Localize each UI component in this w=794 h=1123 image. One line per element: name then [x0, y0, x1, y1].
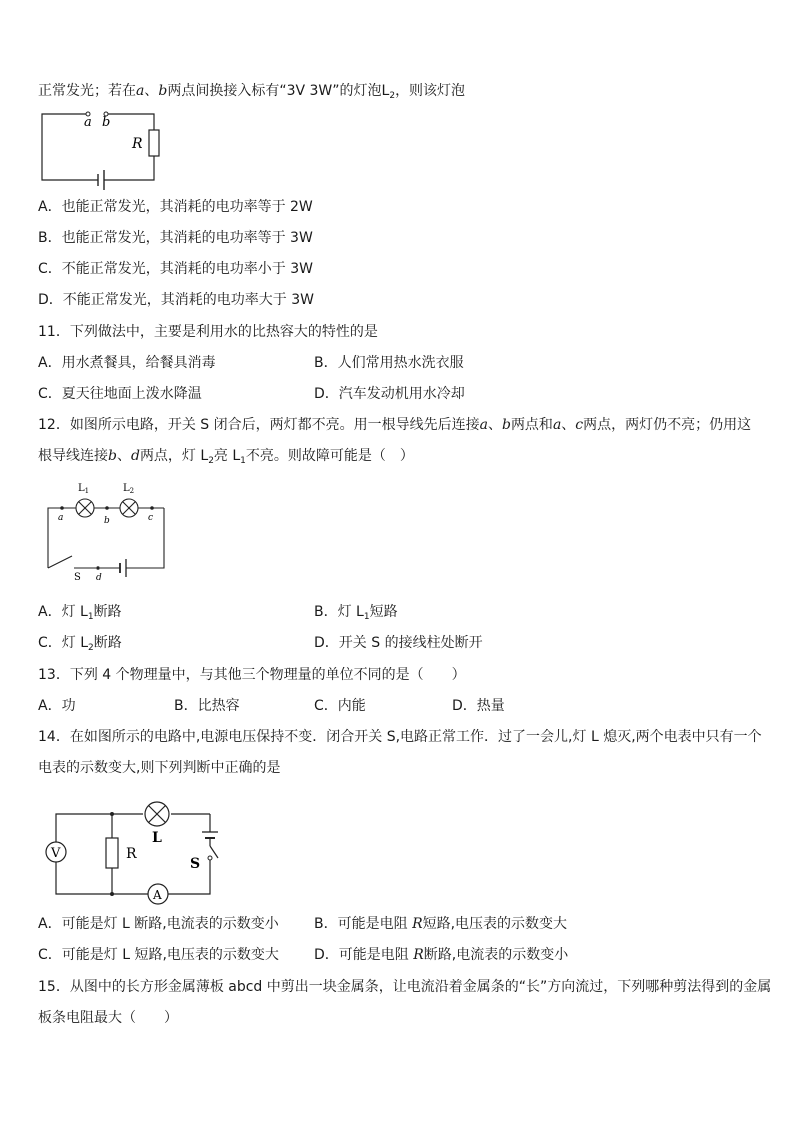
q14-fig-label-s: S	[190, 856, 201, 872]
q10-fig-label-a: a	[84, 115, 92, 130]
q12-stem-line2: 根导线连接b、d两点，灯 $L_2$亮 $L_1$不亮。则故障可能是（ ）	[38, 448, 414, 466]
q14-fig-ammeter-label: A	[153, 888, 162, 902]
q10-circuit-figure	[38, 106, 168, 190]
q12-stem-line1: 12．如图所示电路，开关 S 闭合后，两灯都不亮。用一根导线先后连接a、b两点和a、c两点，两灯仍不亮；仍用这	[38, 417, 752, 433]
q12-option-d: D．开关 S 的接线柱处断开	[314, 635, 483, 651]
q14-option-c: C．可能是灯 L 短路,电压表的示数变大	[38, 947, 279, 963]
q14-circuit-figure	[42, 796, 222, 908]
q13-option-c: C．内能	[314, 698, 366, 714]
q12-option-b: B．灯 $L_1$短路	[314, 604, 398, 622]
q12-option-c: C．灯 $L_2$断路	[38, 635, 122, 653]
q11-stem: 11．下列做法中，主要是利用水的比热容大的特性的是	[38, 324, 378, 340]
q11-option-a: A．用水煮餐具，给餐具消毒	[38, 355, 216, 371]
q10-option-b: B．也能正常发光，其消耗的电功率等于 3W	[38, 230, 313, 246]
q12-fig-label-d: d	[96, 573, 102, 583]
q11-option-d: D．汽车发动机用水冷却	[314, 386, 465, 402]
q12-fig-label-l1: $L_1$	[78, 483, 90, 495]
q15-stem-line2: 板条电阻最大（ ）	[38, 1010, 178, 1026]
q15-stem-line1: 15．从图中的长方形金属薄板 abcd 中剪出一块金属条，让电流沿着金属条的“长”方向流过，下列哪种剪法得到的金属	[38, 979, 772, 995]
q10-fig-label-b: b	[102, 115, 111, 130]
q14-option-d: D．可能是电阻 R断路,电流表的示数变小	[314, 947, 569, 963]
q10-fig-label-r: R	[132, 136, 143, 152]
q13-stem: 13．下列 4 个物理量中，与其他三个物理量的单位不同的是（ ）	[38, 667, 466, 683]
q10-option-d: D．不能正常发光，其消耗的电功率大于 3W	[38, 292, 314, 308]
q12-fig-label-l2: $L_2$	[123, 483, 135, 495]
q14-stem-line2: 电表的示数变大,则下列判断中正确的是	[38, 760, 281, 776]
q14-fig-label-r: R	[126, 846, 137, 862]
q12-circuit-figure	[44, 480, 170, 583]
q13-option-d: D．热量	[452, 698, 505, 714]
q10-stem: 正常发光；若在a、b两点间换接入标有“3V 3W”的灯泡$L_2$，则该灯泡	[38, 83, 466, 101]
q11-option-b: B．人们常用热水洗衣服	[314, 355, 464, 371]
q14-option-a: A．可能是灯 L 断路,电流表的示数变小	[38, 916, 279, 932]
q10-option-a: A．也能正常发光，其消耗的电功率等于 2W	[38, 199, 313, 215]
q14-stem-line1: 14．在如图所示的电路中,电源电压保持不变．闭合开关 S,电路正常工作．过了一会儿,灯 L 熄灭,两个电表中只有一个	[38, 729, 762, 745]
q12-fig-label-s: S	[74, 572, 81, 583]
q10-option-c: C．不能正常发光，其消耗的电功率小于 3W	[38, 261, 313, 277]
q12-option-a: A．灯 $L_1$断路	[38, 604, 122, 622]
q13-option-b: B．比热容	[174, 698, 240, 714]
q14-fig-voltmeter-label: V	[51, 846, 61, 861]
q11-option-c: C．夏天往地面上泼水降温	[38, 386, 202, 402]
q12-fig-label-a: a	[58, 513, 64, 523]
q13-option-a: A．功	[38, 698, 76, 714]
q14-fig-label-l: L	[152, 830, 162, 846]
q14-option-b: B．可能是电阻 R短路,电压表的示数变大	[314, 916, 568, 932]
q12-fig-label-b: b	[104, 516, 110, 526]
q12-fig-label-c: c	[148, 513, 154, 523]
